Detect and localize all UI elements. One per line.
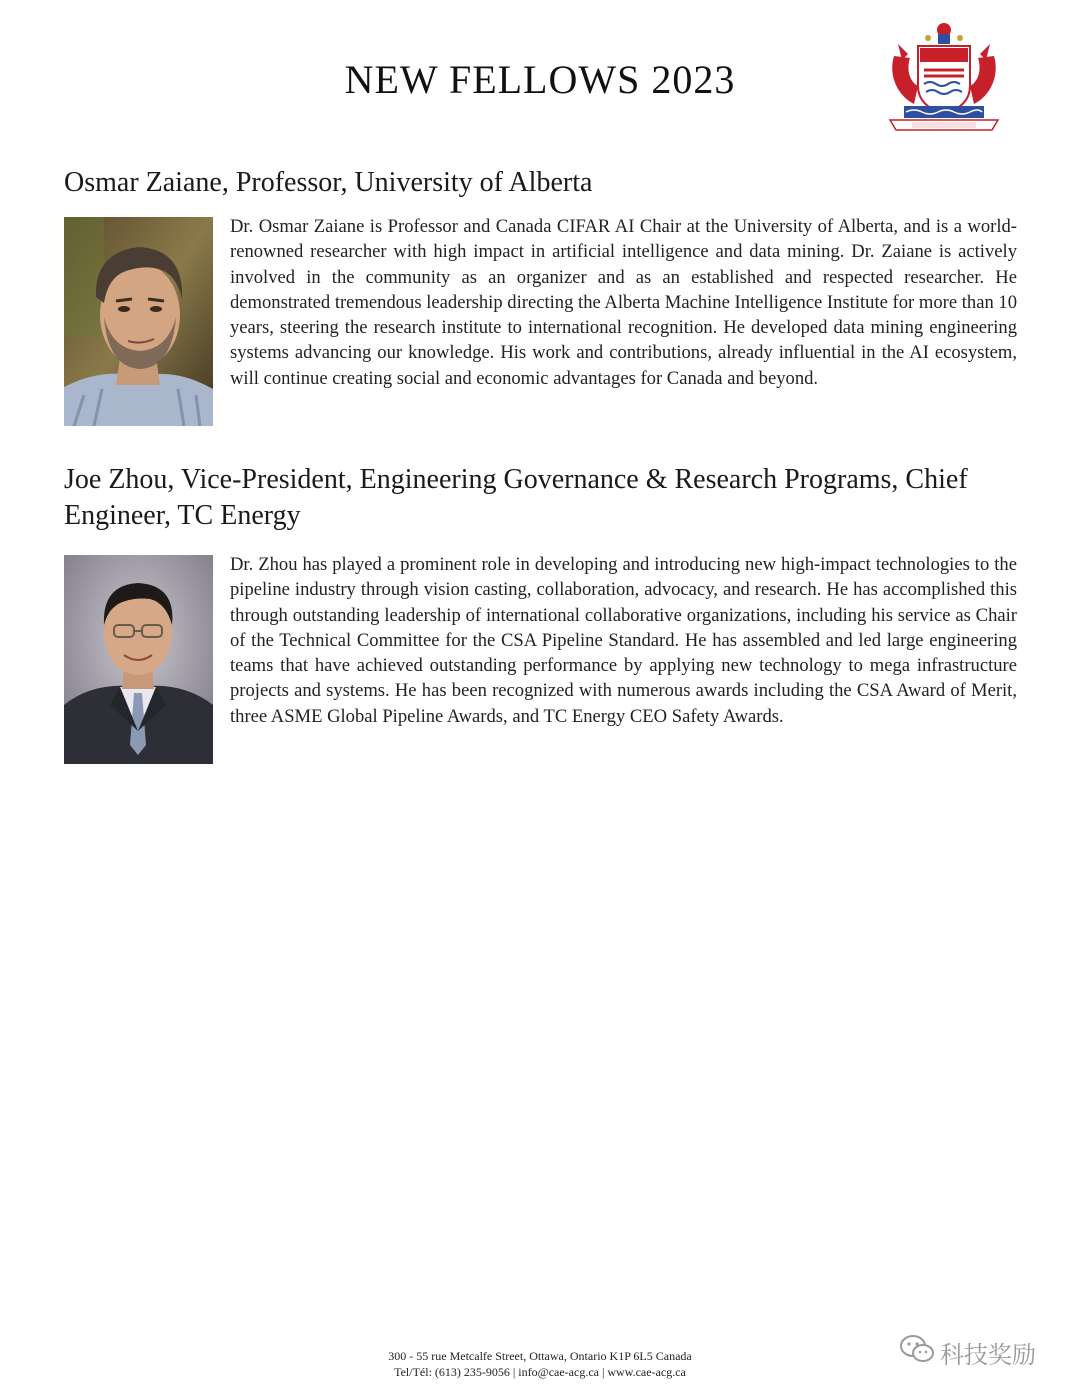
- fellow-bio-zaiane: Dr. Osmar Zaiane is Professor and Canada CIFAR AI Chair at the University of Alberta, and is a world-renowned researcher with high impact in artificial intelligence and data mining. Dr. Zaiane is actively involved in the community as an organizer and as an established and respected researcher. He demonstrated tremendous leadership directing the Alberta Machine Intelligence Institute for more than 10 years, steering the research institute to international recognition. He developed data mining engineering systems advancing our knowledge. His work and contributions, already influential in the AI ecosystem, will continue creating social and economic advantages for Canada and beyond.: [230, 216, 1017, 389]
- fellow-heading-zaiane: Osmar Zaiane, Professor, University of Alberta: [64, 167, 593, 198]
- fellow-heading-zhou: Joe Zhou, Vice-President, Engineering Governance & Research Programs, Chief Engineer, TC Energy: [64, 464, 968, 531]
- fellow-photo-zhou: [64, 555, 213, 764]
- fellow-photo-zaiane: [64, 217, 213, 426]
- watermark: [900, 1334, 1036, 1370]
- watermark-text: 科技奖励: [940, 1340, 1036, 1369]
- coat-of-arms-icon: [884, 16, 1004, 136]
- page-title: NEW FELLOWS 2023: [344, 57, 736, 102]
- wechat-icon: [900, 1334, 934, 1370]
- fellow-bio-zhou: Dr. Zhou has played a prominent role in developing and introducing new high-impact technologies to the pipeline industry through vision casting, collaboration, advocacy, and research. He has accomplished this through outstanding leadership of international collaborative organizations, including his service as Chair of the Technical Committee for the CSA Pipeline Standard. He has assembled and led large engineering teams that have achieved outstanding performance by applying new technology to mega infrastructure projects and systems. He has been recognized with numerous awards including the CSA Award of Merit, three ASME Global Pipeline Awards, and TC Energy CEO Safety Awards.: [230, 554, 1017, 727]
- footer-address: 300 - 55 rue Metcalfe Street, Ottawa, Ontario K1P 6L5 Canada: [388, 1349, 692, 1363]
- footer-contact: Tel/Tél: (613) 235-9056 | info@cae-acg.ca | www.cae-acg.ca: [394, 1365, 686, 1379]
